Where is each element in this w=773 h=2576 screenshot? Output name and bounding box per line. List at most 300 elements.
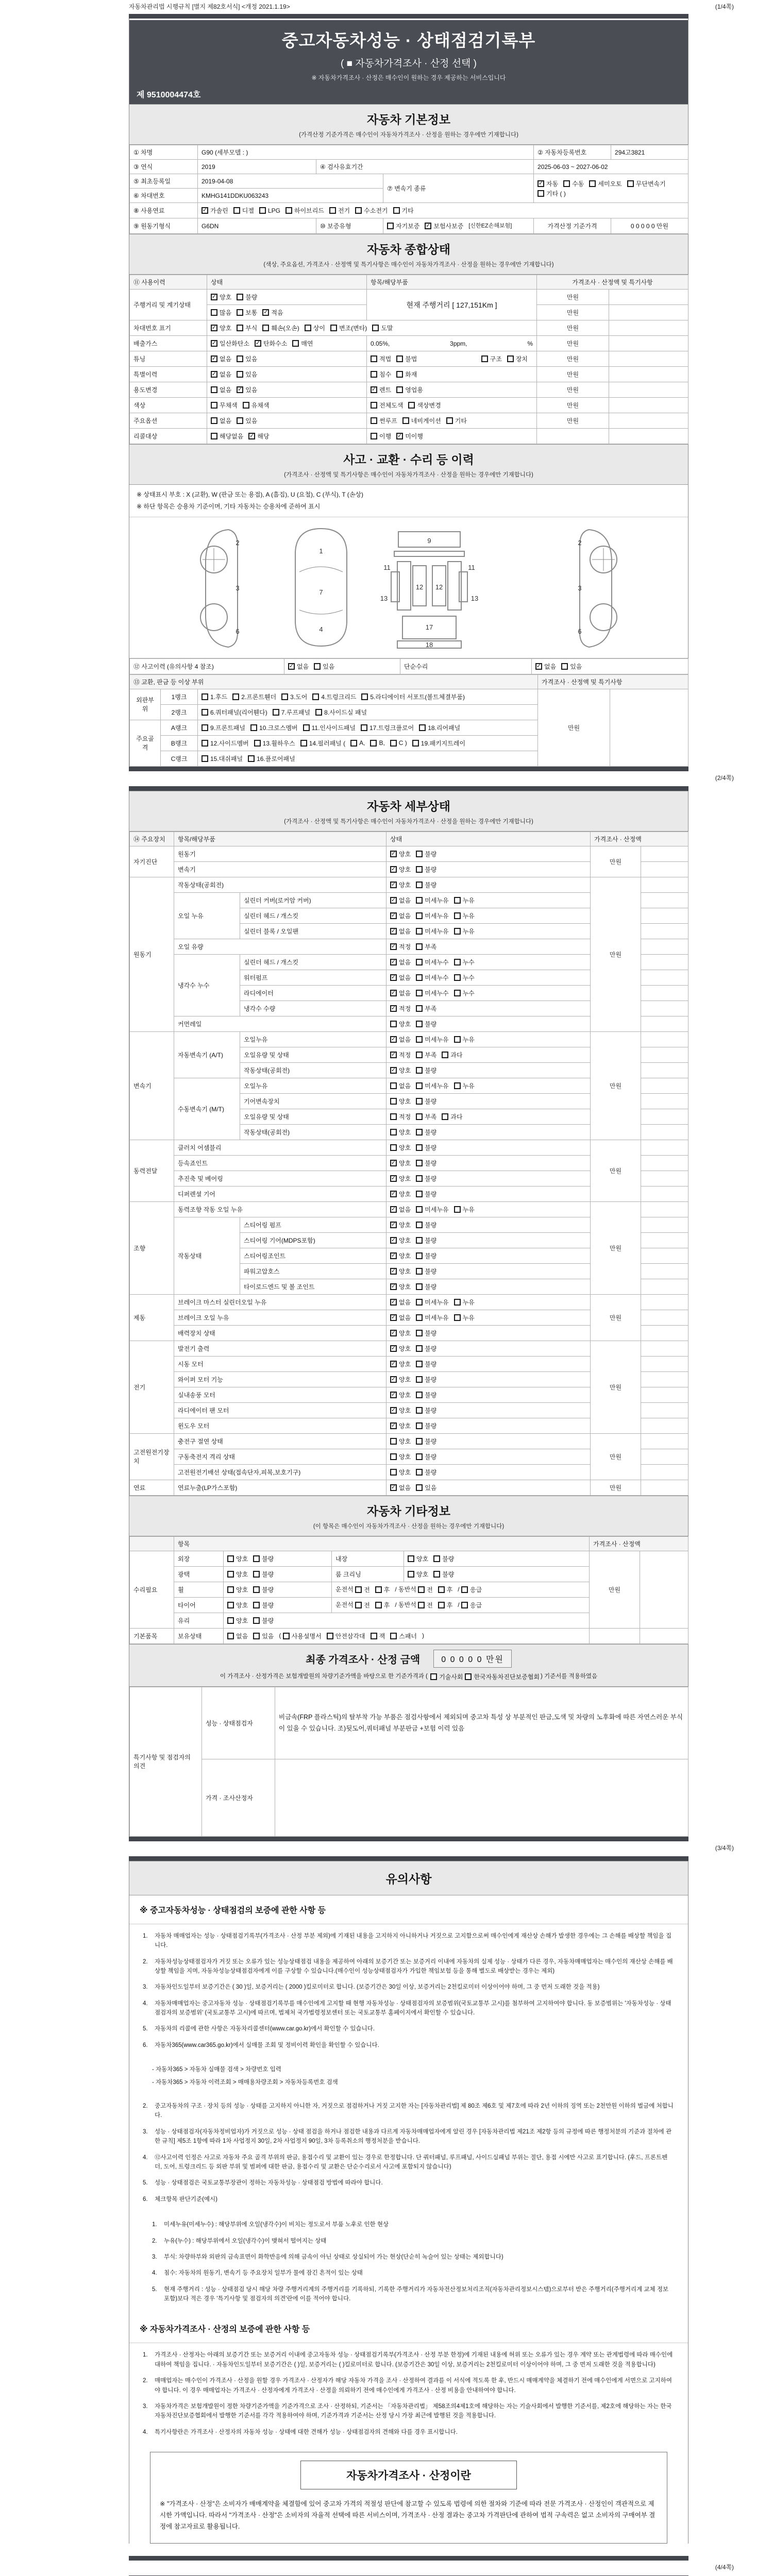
car-diagram-svg xyxy=(151,522,666,652)
checkbox-checked[interactable]: ✓ 있음 xyxy=(238,386,258,394)
checkbox-unchecked[interactable]: 불량 xyxy=(433,1554,454,1563)
checkbox-checked[interactable]: ✓ 탄화수소 xyxy=(255,340,288,347)
checkbox-unchecked[interactable]: 누유 xyxy=(454,1298,475,1307)
legend-line-1: ※ 상태표시 부호 : X (교환), W (판금 또는 용접), A (흠집), U (요철), C (부식), T (손상) xyxy=(137,491,363,498)
page-1 xyxy=(0,14,773,771)
checkbox-unchecked[interactable]: 19.패키지트레이 xyxy=(412,739,465,748)
label-special-history: 특별이력 xyxy=(130,367,207,382)
checkbox-checked[interactable]: ✓ 없음 xyxy=(391,1484,411,1492)
sub-operation-state: 작동상태 xyxy=(174,1217,240,1294)
checkbox-unchecked[interactable]: C ) xyxy=(390,739,407,747)
tire-position-checks: 운전석 전 후 / 동반석 전 후 / 응급 xyxy=(332,1597,590,1613)
checkbox-unchecked[interactable]: 디젤 xyxy=(233,206,254,215)
checkbox-unchecked[interactable]: 16.플로어패널 xyxy=(248,754,295,763)
checkbox-checked[interactable]: ✓ 없음 xyxy=(391,1314,411,1321)
checkbox-unchecked[interactable]: 유채색 xyxy=(243,401,270,410)
label-simple-repair: 단순수리 xyxy=(400,658,532,674)
checkbox-checked[interactable]: ✓ 렌트 xyxy=(371,386,392,394)
checkbox-unchecked[interactable]: 전 xyxy=(418,1585,433,1594)
section-note: (가격산정 기준가격은 매수인이 자동차가격조사 · 산정을 원하는 경우에만 기재합니다) xyxy=(299,132,518,138)
checkbox-unchecked[interactable]: 18.리어패널 xyxy=(419,723,460,732)
checkbox-unchecked[interactable]: 불량 xyxy=(416,1236,436,1245)
checkbox-unchecked[interactable]: 불량 xyxy=(237,293,257,301)
checkbox-checked[interactable]: ✓ 해당 xyxy=(249,433,270,440)
checkbox-unchecked[interactable]: 스패너 xyxy=(390,1632,417,1640)
checkbox-checked[interactable]: ✓ 없음 xyxy=(391,896,411,904)
note-cell xyxy=(641,1464,688,1480)
checkbox-unchecked[interactable]: 없음 xyxy=(211,416,231,425)
checkbox-unchecked[interactable]: 양호 xyxy=(227,1601,248,1609)
checkbox-unchecked[interactable]: 미세누수 xyxy=(416,973,448,982)
item-label: 실내송풍 모터 xyxy=(174,1387,386,1402)
checkbox-unchecked[interactable]: 양호 xyxy=(408,1554,428,1563)
checkbox-checked[interactable]: ✓ 양호 xyxy=(391,1066,411,1074)
checkbox-unchecked[interactable]: 미세누수 xyxy=(416,989,448,997)
checkbox-unchecked[interactable]: 불량 xyxy=(416,1267,436,1276)
checkbox-unchecked[interactable]: 무단변속기 xyxy=(627,179,666,188)
checkbox-unchecked[interactable]: 영업용 xyxy=(396,385,423,394)
checkbox-checked[interactable]: ✓ 양호 xyxy=(211,325,232,332)
checkbox-checked[interactable]: ✓ 없음 xyxy=(211,355,232,363)
checkbox-unchecked[interactable]: 많음 xyxy=(211,308,231,317)
checkbox-unchecked[interactable]: 네비게이션 xyxy=(402,416,441,425)
checkbox-unchecked[interactable]: 미세누유 xyxy=(416,896,448,905)
checkbox-unchecked[interactable]: 기타 xyxy=(393,206,414,215)
section-basic-info xyxy=(129,104,688,145)
checkbox-unchecked[interactable]: LPG xyxy=(259,207,280,214)
state-checks xyxy=(386,1140,591,1155)
page-bottom-bar xyxy=(129,2556,688,2561)
checkbox-unchecked[interactable]: 누수 xyxy=(454,973,475,982)
notice-item: 3. 자동차가격은 보험개발원이 정한 차량기준가액을 기준가격으로 조사 · 산정하되, 기준서는 「자동차관리법」 제58조의4제1호에 해당하는 자는 기술사회에서 발행한 기준서를, 제2호에 해당하는 자는 한국자동차진단보증협회에서 발행한 기준서를 각각 적용하여야 하며, 기준가격과 기준서는 산정 당시 가장 최근에 발행된 것을 적용합니다. xyxy=(143,2403,672,2419)
checkbox-unchecked[interactable]: 이행 xyxy=(371,432,391,440)
checkbox-unchecked[interactable]: A, xyxy=(350,739,365,747)
checkbox-unchecked[interactable]: 불량 xyxy=(416,1391,436,1399)
final-price-label: 최종 가격조사 · 산정 금액 xyxy=(306,1654,421,1666)
note-cell xyxy=(609,398,688,413)
diagram-num: 2 xyxy=(578,538,582,547)
checkbox-checked[interactable]: ✓ 양호 xyxy=(391,1406,411,1414)
state-checks xyxy=(386,861,591,877)
checkbox-checked[interactable]: ✓ 보험사보증 xyxy=(426,223,464,230)
usage-change-checks xyxy=(207,382,367,398)
price-cell xyxy=(590,1629,640,1644)
checkbox-unchecked[interactable]: 부족 xyxy=(416,942,436,951)
state-checks xyxy=(386,1078,591,1093)
checkbox-unchecked[interactable]: 응급 xyxy=(461,1585,482,1594)
diagram-num: 7 xyxy=(319,588,323,596)
sub-at: 자동변속기 (A/T) xyxy=(174,1031,240,1078)
checkbox-unchecked[interactable]: 불량 xyxy=(416,1282,436,1291)
checkbox-unchecked[interactable]: 8.사이드실 패널 xyxy=(315,708,367,717)
state-checks xyxy=(386,1433,591,1449)
note-cell xyxy=(641,908,688,923)
checkbox-checked[interactable]: ✓ 양호 xyxy=(391,1360,411,1368)
checkbox-checked[interactable]: ✓ 적정 xyxy=(391,1005,411,1012)
checkbox-checked[interactable]: ✓ 없음 xyxy=(391,1036,411,1043)
room-cleaning-checks xyxy=(404,1566,590,1582)
note-cell xyxy=(641,1480,688,1495)
cautions-body xyxy=(129,1895,688,2544)
notice-item: 5. 자동차의 리콜에 관한 사항은 자동차리콜센터(www.car.go.kr)에서 확인할 수 있습니다. xyxy=(143,2026,375,2032)
checkbox-unchecked[interactable]: 불량 xyxy=(253,1585,274,1594)
checkbox-checked[interactable]: ✓ 양호 xyxy=(391,1252,411,1260)
checkbox-unchecked[interactable]: 기타 xyxy=(446,416,467,425)
checkbox-unchecked[interactable]: 미세누유 xyxy=(416,1313,448,1322)
checkbox-unchecked[interactable]: 양호 xyxy=(408,1570,428,1579)
checkbox-checked[interactable]: ✓ 양호 xyxy=(391,1376,411,1383)
checkbox-unchecked[interactable]: 미세누유 xyxy=(416,1081,448,1090)
checkbox-unchecked[interactable]: 불량 xyxy=(416,865,436,874)
checkbox-unchecked[interactable]: 미세누유 xyxy=(416,1298,448,1307)
checkbox-unchecked[interactable]: 썬루프 xyxy=(371,416,397,425)
checkbox-checked[interactable]: ✓ 양호 xyxy=(391,850,411,858)
checkbox-unchecked[interactable]: 미세누수 xyxy=(416,958,448,967)
state-checks xyxy=(386,892,591,908)
checkbox-unchecked[interactable]: 5.라디에이터 서포트(볼트체결부품) xyxy=(361,692,465,701)
checkbox-unchecked[interactable]: 전 xyxy=(355,1601,370,1609)
checkbox-unchecked[interactable]: 한국자동차진단보증협회 xyxy=(465,1672,540,1681)
checkbox-unchecked[interactable]: 불량 xyxy=(416,1421,436,1430)
checkbox-unchecked[interactable]: 수소전기 xyxy=(355,206,388,215)
checkbox-unchecked[interactable]: 1.후드 xyxy=(201,692,227,701)
page-marker-3: (3/4쪽) xyxy=(715,1844,734,1852)
checkbox-unchecked[interactable]: 불량 xyxy=(416,1406,436,1415)
checkbox-unchecked[interactable]: 없음 xyxy=(390,1081,411,1090)
note-cell xyxy=(609,382,688,398)
checkbox-unchecked[interactable]: 세미오토 xyxy=(589,179,621,188)
page-bottom-bar xyxy=(129,767,688,771)
checkbox-checked[interactable]: ✓ 없음 xyxy=(536,663,557,670)
checkbox-unchecked[interactable]: 훼손(오손) xyxy=(262,324,299,332)
checkbox-unchecked[interactable]: 불량 xyxy=(416,1468,436,1477)
note-cell xyxy=(641,985,688,1001)
checkbox-unchecked[interactable]: 불량 xyxy=(416,1452,436,1461)
note-cell xyxy=(641,1433,688,1449)
checkbox-unchecked[interactable]: 없음 xyxy=(227,1632,248,1640)
checkbox-unchecked[interactable]: 보통 xyxy=(237,308,257,317)
checkbox-unchecked[interactable]: B, xyxy=(370,739,384,747)
checkbox-checked[interactable]: ✓ 없음 xyxy=(391,1206,411,1213)
checkbox-checked[interactable]: ✓ 양호 xyxy=(211,294,232,301)
checkbox-unchecked[interactable]: 기술사회 xyxy=(430,1672,463,1681)
label-usage-change: 용도변경 xyxy=(130,382,207,398)
checkbox-unchecked[interactable]: 불량 xyxy=(416,1066,436,1075)
checkbox-unchecked[interactable]: 색상변경 xyxy=(408,401,441,410)
checkbox-unchecked[interactable]: 과다 xyxy=(442,1050,462,1059)
checkbox-checked[interactable]: ✓ 양호 xyxy=(391,1175,411,1182)
checkbox-checked[interactable]: ✓ 없음 xyxy=(391,1298,411,1306)
overall-state-table xyxy=(129,275,688,444)
checkbox-checked[interactable]: ✓ 적정 xyxy=(391,1051,411,1059)
checkbox-unchecked[interactable]: 미세누유 xyxy=(416,927,448,936)
section-detail-state xyxy=(129,791,688,832)
checkbox-checked[interactable]: ✓ 일산화탄소 xyxy=(211,340,249,347)
checkbox-unchecked[interactable]: 안전삼각대 xyxy=(327,1632,365,1640)
checkbox-unchecked[interactable]: 불량 xyxy=(416,1174,436,1183)
label-rankC: C랭크 xyxy=(161,751,198,766)
label-performance-inspector: 성능 · 상태점검자 xyxy=(202,1687,275,1759)
state-checks xyxy=(386,970,591,985)
checkbox-unchecked[interactable]: 있음 xyxy=(237,416,257,425)
note-cell xyxy=(641,1356,688,1371)
checkbox-unchecked[interactable]: 부족 xyxy=(416,1112,436,1121)
checkbox-unchecked[interactable]: 누유 xyxy=(454,911,475,920)
checkbox-unchecked[interactable]: 도말 xyxy=(372,324,393,332)
tuning-checks xyxy=(207,351,367,367)
checkbox-unchecked[interactable]: 후 xyxy=(438,1585,453,1594)
value-base-price: 0 0 0 0 0 만원 xyxy=(611,218,688,234)
checkbox-checked[interactable]: ✓ 가솔린 xyxy=(202,207,228,214)
checkbox-unchecked[interactable]: 4.트렁크리드 xyxy=(312,692,356,701)
checkbox-unchecked[interactable]: 양호 xyxy=(227,1616,248,1625)
item-label: 라디에이터 팬 모터 xyxy=(174,1402,386,1418)
state-checks xyxy=(386,1356,591,1371)
price-cell: 만원 xyxy=(537,351,609,367)
checkbox-unchecked[interactable]: 적정 xyxy=(390,1112,411,1121)
checkbox-unchecked[interactable]: 있음 xyxy=(237,354,257,363)
checkbox-checked[interactable]: ✓ 양호 xyxy=(391,1267,411,1275)
checkbox-checked[interactable]: ✓ 양호 xyxy=(391,1283,411,1291)
checkbox-unchecked[interactable]: 2.프론트휀더 xyxy=(232,692,276,701)
checkbox-unchecked[interactable]: 14.필러패널 ( xyxy=(300,739,345,748)
checkbox-unchecked[interactable]: 기타 ( ) xyxy=(537,189,566,198)
checkbox-unchecked[interactable]: 불량 xyxy=(416,1344,436,1353)
item-label: 윈도우 모터 xyxy=(174,1418,386,1433)
checkbox-unchecked[interactable]: 불량 xyxy=(416,1143,436,1152)
page-top-bar xyxy=(129,14,688,19)
mileage-state-checks xyxy=(207,290,367,305)
checkbox-unchecked[interactable]: 하이브리드 xyxy=(285,206,324,215)
checkbox-checked[interactable]: ✓ 적음 xyxy=(263,309,283,316)
checkbox-unchecked[interactable]: 양호 xyxy=(227,1585,248,1594)
item-label: 스티어링 기어(MDPS포함) xyxy=(240,1232,386,1248)
checkbox-unchecked[interactable]: 과다 xyxy=(442,1112,462,1121)
value-reg-number: 294고3821 xyxy=(611,145,688,160)
state-checks xyxy=(386,1217,591,1232)
vin-marking-checks xyxy=(207,320,537,336)
note-cell xyxy=(609,351,688,367)
checkbox-unchecked[interactable]: 13.휠하우스 xyxy=(254,739,295,748)
checkbox-unchecked[interactable]: 미세누유 xyxy=(416,1035,448,1044)
document-subtitle: ( ■ 자동차가격조사 · 산정 선택 ) xyxy=(340,58,477,69)
checkbox-unchecked[interactable]: 불량 xyxy=(416,880,436,889)
glass-checks xyxy=(224,1613,590,1629)
item-label: 고전원전기배선 상태(접속단자,피복,보호기구) xyxy=(174,1464,386,1480)
checkbox-unchecked[interactable]: 장치 xyxy=(507,354,528,363)
checkbox-checked[interactable]: ✓ 없음 xyxy=(211,371,232,378)
checkbox-unchecked[interactable]: 불량 xyxy=(416,1020,436,1028)
checkbox-checked[interactable]: ✓ 양호 xyxy=(391,1190,411,1198)
checkbox-unchecked[interactable]: 불량 xyxy=(416,1437,436,1446)
checkbox-unchecked[interactable]: 불량 xyxy=(253,1554,274,1563)
checkbox-unchecked[interactable]: 잭 xyxy=(371,1632,385,1640)
checkbox-unchecked[interactable]: 불량 xyxy=(253,1616,274,1625)
checkbox-unchecked[interactable]: 불량 xyxy=(416,1375,436,1384)
checkbox-unchecked[interactable]: 부식 xyxy=(237,324,257,332)
checkbox-unchecked[interactable]: 불량 xyxy=(416,1159,436,1167)
checkbox-unchecked[interactable]: 누유 xyxy=(454,896,475,905)
state-checks xyxy=(386,1279,591,1294)
checkbox-checked[interactable]: ✓ 미이행 xyxy=(397,433,423,440)
checkbox-unchecked[interactable]: 11.인사이드패널 xyxy=(303,723,356,732)
checkbox-unchecked[interactable]: 자기보증 xyxy=(387,222,419,230)
checkbox-unchecked[interactable]: 미세누유 xyxy=(416,911,448,920)
checkbox-unchecked[interactable]: 17.트렁크플로어 xyxy=(361,723,414,732)
checkbox-unchecked[interactable]: 수동 xyxy=(563,179,584,188)
checkbox-checked[interactable]: ✓ 적정 xyxy=(391,943,411,951)
checkbox-unchecked[interactable]: 불량 xyxy=(416,1360,436,1368)
item-label: 클러치 어셈블리 xyxy=(174,1140,386,1155)
checkbox-checked[interactable]: ✓ 없음 xyxy=(391,927,411,935)
checkbox-unchecked[interactable]: 매연 xyxy=(292,339,313,348)
col-state: 상태 xyxy=(207,275,367,290)
checkbox-checked[interactable]: ✓ 없음 xyxy=(391,989,411,997)
checkbox-unchecked[interactable]: 양호 xyxy=(390,1452,411,1461)
checkbox-unchecked[interactable]: 누유 xyxy=(454,1313,475,1322)
checkbox-unchecked[interactable]: 양호 xyxy=(390,1143,411,1152)
checkbox-unchecked[interactable]: 양호 xyxy=(390,1020,411,1028)
checkbox-unchecked[interactable]: 양호 xyxy=(390,1128,411,1137)
label-mileage: 주행거리 및 계기상태 xyxy=(130,290,207,320)
item-label: 워터펌프 xyxy=(240,970,386,985)
checkbox-unchecked[interactable]: 있음 xyxy=(314,662,334,671)
checkbox-unchecked[interactable]: 불량 xyxy=(416,1128,436,1137)
rankB-checks xyxy=(198,735,538,751)
checkbox-unchecked[interactable]: 누유 xyxy=(454,1035,475,1044)
checkbox-checked[interactable]: ✓ 자동 xyxy=(538,180,559,188)
checkbox-unchecked[interactable]: 전 xyxy=(418,1601,433,1609)
cautions-subsection-2: ※ 자동차가격조사 · 산정의 보증에 관한 사항 등 xyxy=(129,2314,688,2343)
checkbox-checked[interactable]: ✓ 양호 xyxy=(391,1221,411,1229)
warranty-insurer: [신한EZ손해보험] xyxy=(468,223,512,229)
checkbox-unchecked[interactable]: 응급 xyxy=(461,1601,482,1609)
checkbox-unchecked[interactable]: 침수 xyxy=(371,370,391,379)
checkbox-checked[interactable]: ✓ 양호 xyxy=(391,1391,411,1399)
note-cell xyxy=(641,1062,688,1078)
checkbox-checked[interactable]: ✓ 없음 xyxy=(391,912,411,920)
cautions-list-c xyxy=(129,2343,688,2448)
checkbox-unchecked[interactable]: 불량 xyxy=(253,1570,274,1579)
checkbox-checked[interactable]: ✓ 없음 xyxy=(391,958,411,966)
checkbox-unchecked[interactable]: 있음 xyxy=(253,1632,274,1640)
cautions-list-a-subs xyxy=(129,2058,688,2094)
checkbox-unchecked[interactable]: 후 xyxy=(375,1585,390,1594)
checkbox-unchecked[interactable]: 누수 xyxy=(454,989,475,997)
checkbox-unchecked[interactable]: 누유 xyxy=(454,1081,475,1090)
note-cell xyxy=(641,1310,688,1325)
cautions-list-b xyxy=(129,2094,688,2215)
checkbox-unchecked[interactable]: 10.크로스멤버 xyxy=(250,723,298,732)
label-warranty-type: ⑩ 보증유형 xyxy=(316,218,383,234)
checkbox-checked[interactable]: ✓ 없음 xyxy=(391,974,411,981)
checkbox-unchecked[interactable]: 후 xyxy=(438,1601,453,1609)
checkbox-unchecked[interactable]: 전기 xyxy=(329,206,350,215)
note-cell xyxy=(609,290,688,305)
checkbox-unchecked[interactable]: 누유 xyxy=(454,927,475,936)
checkbox-unchecked[interactable]: 불량 xyxy=(416,1097,436,1106)
special-history-checks xyxy=(207,367,367,382)
checkbox-unchecked[interactable]: 양호 xyxy=(227,1570,248,1579)
checkbox-unchecked[interactable]: 있음 xyxy=(416,1483,436,1492)
label-tuning: 튜닝 xyxy=(130,351,207,367)
checkbox-unchecked[interactable]: 양호 xyxy=(390,1097,411,1106)
checkbox-unchecked[interactable]: 누유 xyxy=(454,1205,475,1214)
checkbox-checked[interactable]: ✓ 양호 xyxy=(391,1329,411,1337)
checkbox-checked[interactable]: ✓ 양호 xyxy=(391,1236,411,1244)
checkbox-checked[interactable]: ✓ 없음 xyxy=(289,663,309,670)
checkbox-unchecked[interactable]: 7.루프패널 xyxy=(273,708,310,717)
color-detail-checks xyxy=(367,398,537,413)
label-car-name: ① 차명 xyxy=(130,145,198,160)
checkbox-unchecked[interactable]: 양호 xyxy=(227,1554,248,1563)
checkbox-unchecked[interactable]: 불량 xyxy=(433,1570,454,1579)
checkbox-unchecked[interactable]: 불법 xyxy=(396,354,417,363)
checkbox-unchecked[interactable]: 불량 xyxy=(416,1190,436,1198)
checkbox-unchecked[interactable]: 미세누유 xyxy=(416,1205,448,1214)
checkbox-unchecked[interactable]: 9.프론트패널 xyxy=(201,723,245,732)
col-item: 항목 xyxy=(174,1536,590,1551)
col-use-history: ⑪ 사용이력 xyxy=(130,275,207,290)
note-cell xyxy=(641,1140,688,1155)
checkbox-unchecked[interactable]: 불량 xyxy=(416,850,436,858)
checkbox-checked[interactable]: ✓ 양호 xyxy=(391,1422,411,1430)
checkbox-unchecked[interactable]: 15.대쉬패널 xyxy=(201,754,243,763)
diagram-num: 4 xyxy=(319,625,323,633)
notice-item: 4. ⑫사고이력 인정은 사고로 자동차 주요 골격 부위의 판금, 용접수리 및 교환이 있는 경우로 한정합니다. 단 쿼터패널, 루프패널, 사이드실패널 부위는 절단, 용접 시에만 사고로 표기합니다. (후드, 프론트펜더, 도어, 트렁크리드 등 외판 부위 및 범퍼에 대한 판금, 용접수리 및 교환은 단순수리로서 사고에 포함되지 않습니다) xyxy=(143,2154,668,2170)
checkbox-unchecked[interactable]: 해당없음 xyxy=(211,432,243,440)
checkbox-unchecked[interactable]: 후 xyxy=(375,1601,390,1609)
checkbox-unchecked[interactable]: 불량 xyxy=(416,1221,436,1229)
checkbox-unchecked[interactable]: 양호 xyxy=(390,1437,411,1446)
emission-values: 0.05%, 3ppm, % xyxy=(367,336,537,351)
checkbox-unchecked[interactable]: 있음 xyxy=(561,662,582,671)
checkbox-checked[interactable]: ✓ 양호 xyxy=(391,881,411,889)
warranty-checks xyxy=(383,218,534,234)
checkbox-unchecked[interactable]: 무채색 xyxy=(211,401,238,410)
checkbox-unchecked[interactable]: 6.쿼터패널(리어휀다) xyxy=(201,708,267,717)
checkbox-unchecked[interactable]: 사용설명서 xyxy=(283,1632,322,1640)
state-checks xyxy=(386,908,591,923)
checkbox-unchecked[interactable]: 구조 xyxy=(481,354,502,363)
checkbox-unchecked[interactable]: 적법 xyxy=(371,354,391,363)
checkbox-checked[interactable]: ✓ 양호 xyxy=(391,1345,411,1352)
checkbox-unchecked[interactable]: 불량 xyxy=(416,1251,436,1260)
checkbox-unchecked[interactable]: 불량 xyxy=(253,1601,274,1609)
checkbox-unchecked[interactable]: 부족 xyxy=(416,1004,436,1013)
checkbox-unchecked[interactable]: 상이 xyxy=(305,324,325,332)
checkbox-unchecked[interactable]: 부족 xyxy=(416,1050,436,1059)
checkbox-unchecked[interactable]: 없음 xyxy=(211,385,231,394)
checkbox-unchecked[interactable]: 누수 xyxy=(454,958,475,967)
price-cell: 만원 xyxy=(537,290,609,305)
checkbox-checked[interactable]: ✓ 양호 xyxy=(391,1159,411,1167)
checkbox-unchecked[interactable]: 전 xyxy=(355,1585,370,1594)
checkbox-unchecked[interactable]: 있음 xyxy=(237,370,257,379)
checkbox-unchecked[interactable]: 화재 xyxy=(396,370,417,379)
checkbox-unchecked[interactable]: 12.사이드멤버 xyxy=(201,739,249,748)
checkbox-unchecked[interactable]: 3.도어 xyxy=(281,692,307,701)
checkbox-unchecked[interactable]: 양호 xyxy=(390,1468,411,1477)
checkbox-checked[interactable]: ✓ 양호 xyxy=(391,866,411,873)
checkbox-unchecked[interactable]: 불량 xyxy=(416,1329,436,1337)
checkbox-unchecked[interactable]: 변조(변타) xyxy=(330,324,367,332)
checkbox-unchecked[interactable]: 전체도색 xyxy=(371,401,403,410)
item-label: 오일누유 xyxy=(240,1031,386,1047)
label-rank1: 1랭크 xyxy=(161,689,198,704)
state-checks xyxy=(386,1016,591,1031)
item-label: 오일유량 및 상태 xyxy=(240,1047,386,1062)
